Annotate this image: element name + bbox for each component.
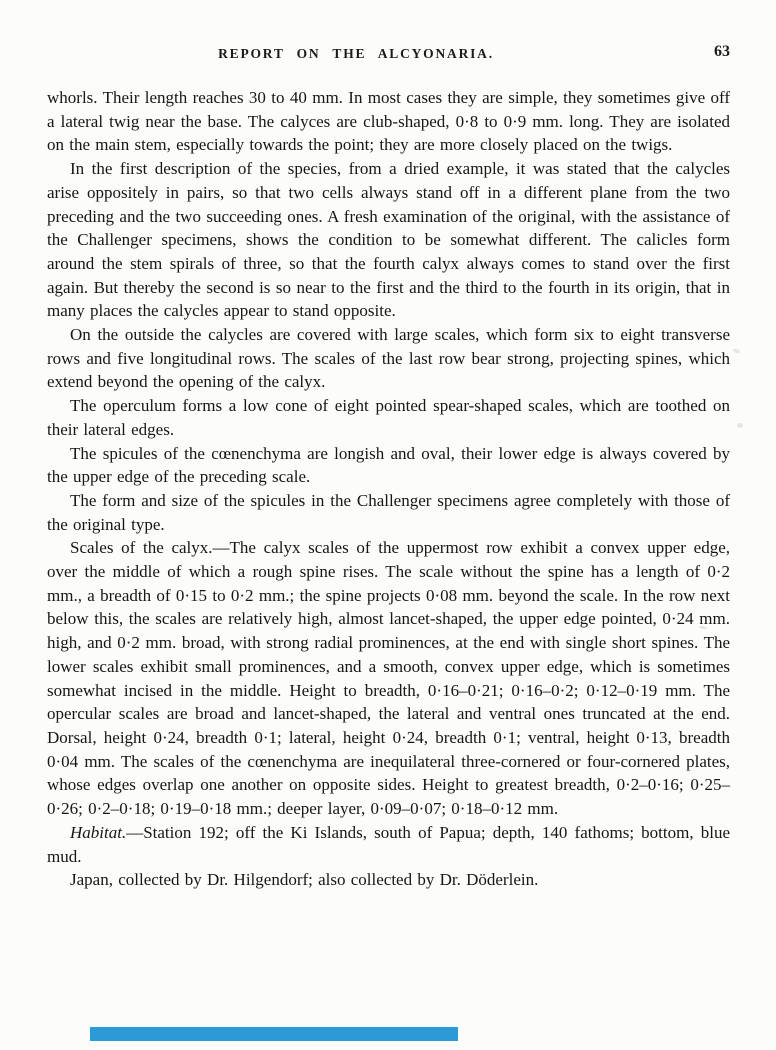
paragraph-spicule-agreement: The form and size of the spicules in the Challenger specimens agree completely with those of the original type.: [47, 490, 730, 534]
habitat-label: Habitat.: [70, 822, 127, 842]
scan-artifact-bar: [90, 1027, 458, 1041]
scan-smudge: [737, 422, 744, 428]
paragraph-coenenchyma-spicules: The spicules of the cœnenchyma are longish and oval, their lower edge is always covered by the upper edge of the preceding scale.: [47, 443, 730, 487]
paragraph-calyx-scales: Scales of the calyx.—The calyx scales of the uppermost row exhibit a convex upper edge, over the middle of which a rough spine rises. The scale without the spine has a length of 0·2 mm., a breadth of 0·15 to 0·2 mm.; the spine projects 0·08 mm. beyond the scale. In the row next below this, the scales are relatively high, almost lancet-shaped, the upper edge pointed, 0·24 mm. high, and 0·2 mm. broad, with strong radial prominences, at the end with single short spines. The lower scales exhibit small prominences, and a smooth, convex upper edge, which is sometimes somewhat incised in the middle. Height to breadth, 0·16–0·21; 0·16–0·2; 0·12–0·19 mm. The opercular scales are broad and lancet-shaped, the lateral and ventral ones truncated at the end. Dorsal, height 0·24, breadth 0·1; lateral, height 0·24, breadth 0·1; ventral, height 0·13, breadth 0·04 mm. The scales of the cœnenchyma are inequilateral three-cornered or four-cornered plates, whose edges overlap one another on opposite sides. Height to greatest breadth, 0·2–0·16; 0·25–0·26; 0·2–0·18; 0·19–0·18 mm.; deeper layer, 0·09–0·07; 0·18–0·12 mm.: [47, 538, 730, 819]
paragraph-species-description: In the first description of the species, from a dried example, it was stated that the calycles arise oppositely in pairs, so that two cells always stand off in a different plane from the two preceding and the two succeeding ones. A fresh examination of the original, with the assistance of the Challenger specimens, shows the condition to be somewhat different. The calicles form around the stem spirals of three, so that the fourth calyx always comes to stand over the first again. But thereby the second is so near to the first and the third to the fourth in its origin, that in many places the calycles appear to stand opposite.: [47, 159, 730, 321]
paragraph-habitat: [47, 821, 730, 868]
running-title: REPORT ON THE ALCYONARIA.: [218, 46, 494, 61]
page-number: 63: [714, 43, 730, 60]
scan-smudge: [733, 348, 741, 354]
habitat-details: —Station 192; off the Ki Islands, south of Papua; depth, 140 fathoms; bottom, blue mud.: [47, 822, 730, 866]
page-body: [47, 86, 730, 892]
paragraph-whorls-continuation: whorls. Their length reaches 30 to 40 mm. In most cases they are simple, they sometimes give off a lateral twig near the base. The calyces are club-shaped, 0·8 to 0·9 mm. long. They are isolated on the main stem, especially towards the point; they are more closely placed on the twigs.: [47, 88, 730, 155]
paragraph-collection-note: Japan, collected by Dr. Hilgendorf; also collected by Dr. Döderlein.: [70, 870, 539, 890]
paragraph-operculum: The operculum forms a low cone of eight pointed spear-shaped scales, which are toothed on their lateral edges.: [47, 396, 730, 439]
paragraph-outside-scales: On the outside the calycles are covered with large scales, which form six to eight transverse rows and five longitudinal rows. The scales of the last row bear strong, projecting spines, which extend beyond the opening of the calyx.: [47, 325, 730, 392]
